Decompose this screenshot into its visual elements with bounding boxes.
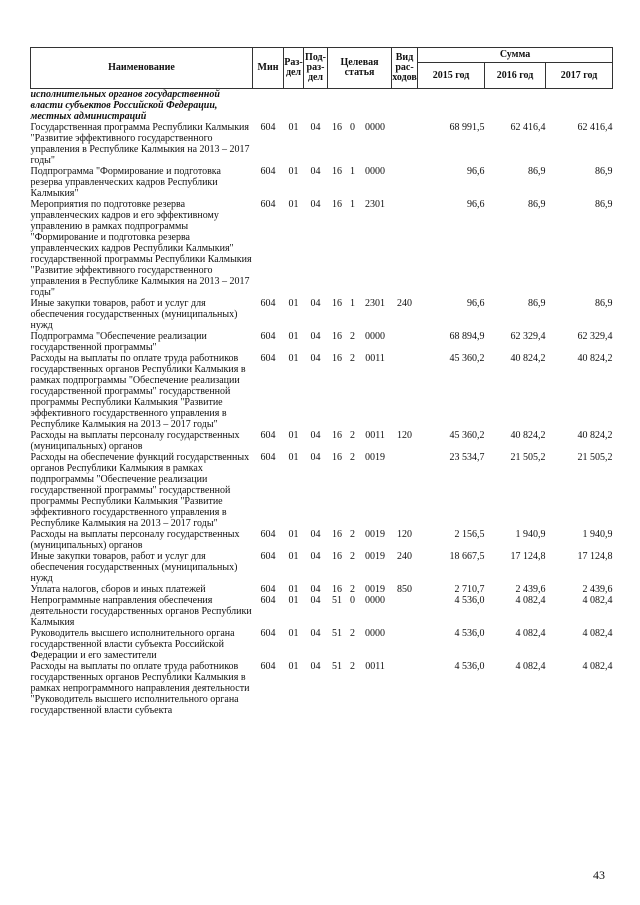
row-target-program: 16 — [332, 166, 342, 177]
row-podrazdel — [304, 89, 328, 123]
row-target-subprogram: 2 — [350, 331, 355, 342]
row-target-code: 2301 — [365, 199, 385, 210]
row-sum-2017: 4 082,4 — [582, 595, 613, 606]
row-sum-2015: 4 536,0 — [454, 595, 485, 606]
row-sum-2016: 40 824,2 — [510, 353, 546, 364]
row-min: 604 — [260, 331, 276, 342]
row-name: Подпрограмма "Обеспечение реализации государственной программы" — [30, 331, 207, 353]
row-razdel: 01 — [288, 199, 299, 210]
row-podrazdel: 04 — [310, 529, 321, 540]
row-sum-2015: 2 710,7 — [454, 584, 485, 595]
row-target-subprogram: 1 — [350, 199, 355, 210]
row-min: 604 — [260, 430, 276, 441]
table-body — [31, 89, 613, 717]
row-target-subprogram: 2 — [350, 661, 355, 672]
row-min: 604 — [260, 298, 276, 309]
row-target-subprogram: 2 — [350, 551, 355, 562]
row-target-code: 0000 — [365, 122, 385, 133]
row-min: 604 — [260, 661, 276, 672]
row-target-code: 0000 — [365, 628, 385, 639]
row-sum-2016: 4 082,4 — [515, 661, 546, 672]
row-expense-type: 120 — [397, 529, 413, 540]
row-target-program: 16 — [332, 122, 342, 133]
row-sum-2016: 4 082,4 — [515, 628, 546, 639]
row-sum-2016: 21 505,2 — [510, 452, 546, 463]
row-razdel: 01 — [288, 595, 299, 606]
row-name: Мероприятия по подготовке резерва управленческих кадров и его эффективному управлению в рамках подпрограммы "Формирование и подготовка резерва управленческих кадров Республики Калмыкия" государственной программы Республики Калмыкия "Развитие эффективного государственного управления в Республике Калмыкия на 2013 – 2017 годы" — [30, 199, 252, 298]
row-expense-type: 850 — [397, 584, 413, 595]
row-podrazdel: 04 — [310, 595, 321, 606]
row-sum-2015: 96,6 — [467, 199, 485, 210]
row-target-code: 0000 — [365, 166, 385, 177]
row-target-program — [328, 89, 347, 123]
header-target-article: Целевая статья — [328, 48, 392, 89]
table-row — [31, 298, 613, 331]
row-min: 604 — [260, 452, 276, 463]
row-sum-2015: 2 156,5 — [454, 529, 485, 540]
row-sum-2017: 4 082,4 — [582, 661, 613, 672]
row-expense-type: 240 — [397, 298, 413, 309]
row-target-program: 51 — [332, 595, 342, 606]
header-min: Мин — [253, 48, 284, 89]
row-name: Руководитель высшего исполнительного органа государственной власти субъекта Российской Федерации и его заместители — [30, 628, 235, 661]
row-min: 604 — [260, 353, 276, 364]
row-target-subprogram — [347, 89, 359, 123]
row-expense-type — [392, 595, 418, 628]
row-min — [253, 89, 284, 123]
row-sum-2016: 40 824,2 — [510, 430, 546, 441]
row-podrazdel: 04 — [310, 584, 321, 595]
table-row — [31, 199, 613, 298]
row-razdel: 01 — [288, 166, 299, 177]
row-sum-2016: 2 439,6 — [515, 584, 546, 595]
row-target-subprogram: 2 — [350, 353, 355, 364]
row-target-code: 2301 — [365, 298, 385, 309]
row-podrazdel: 04 — [310, 199, 321, 210]
row-target-program: 16 — [332, 452, 342, 463]
header-year-2016: 2016 год — [485, 63, 546, 89]
row-podrazdel: 04 — [310, 331, 321, 342]
row-min: 604 — [260, 584, 276, 595]
row-target-program: 51 — [332, 628, 342, 639]
row-target-subprogram: 2 — [350, 628, 355, 639]
row-sum-2016: 4 082,4 — [515, 595, 546, 606]
row-podrazdel: 04 — [310, 551, 321, 562]
header-name: Наименование — [31, 48, 253, 89]
row-name: Расходы на выплаты по оплате труда работников государственных органов Республики Калмыкия в рамках подпрограммы "Обеспечение реализации государственной программы" государственной программы Республики Калмыкия "Развитие эффективного государственного управления в Республике Калмыкия на 2013 – 2017 годы" — [30, 353, 246, 430]
row-expense-type: 240 — [397, 551, 413, 562]
table-row — [31, 122, 613, 166]
table-row — [31, 584, 613, 595]
table-row — [31, 452, 613, 529]
row-target-program: 16 — [332, 331, 342, 342]
row-target-subprogram: 2 — [350, 529, 355, 540]
row-sum-2017: 40 824,2 — [577, 430, 613, 441]
row-expense-type — [392, 452, 418, 529]
row-razdel — [284, 89, 304, 123]
row-sum-2017: 62 329,4 — [577, 331, 613, 342]
row-target-subprogram: 0 — [350, 595, 355, 606]
row-name: Расходы на обеспечение функций государственных органов Республики Калмыкия в рамках подпрограммы "Обеспечение реализации государственной программы" государственной программы Республики Калмыкия "Развитие эффективного государственного управления в Республике Калмыкия на 2013 – 2017 годы" — [30, 452, 250, 529]
row-target-code: 0019 — [365, 529, 385, 540]
row-razdel: 01 — [288, 628, 299, 639]
page-number: 43 — [593, 868, 605, 882]
table-row — [31, 353, 613, 430]
row-sum-2017: 2 439,6 — [582, 584, 613, 595]
row-target-code: 0019 — [365, 551, 385, 562]
row-target-program: 51 — [332, 661, 342, 672]
row-podrazdel: 04 — [310, 430, 321, 441]
row-target-code: 0011 — [365, 430, 385, 441]
row-razdel: 01 — [288, 551, 299, 562]
row-sum-2015: 68 991,5 — [449, 122, 485, 133]
row-name: Подпрограмма "Формирование и подготовка резерва управленческих кадров Республики Калмыкия" — [30, 166, 221, 199]
row-expense-type — [392, 199, 418, 298]
table-row — [31, 166, 613, 199]
row-razdel: 01 — [288, 452, 299, 463]
row-sum-2015: 96,6 — [467, 166, 485, 177]
row-podrazdel: 04 — [310, 353, 321, 364]
row-expense-type — [392, 661, 418, 716]
row-sum-2015: 45 360,2 — [449, 353, 485, 364]
row-sum-2016: 1 940,9 — [515, 529, 546, 540]
table-row — [31, 628, 613, 661]
row-sum-2016: 86,9 — [528, 166, 546, 177]
row-min: 604 — [260, 529, 276, 540]
row-sum-2017: 1 940,9 — [582, 529, 613, 540]
row-target-program: 16 — [332, 298, 342, 309]
row-target-subprogram: 1 — [350, 166, 355, 177]
table-header — [31, 48, 613, 89]
table-row — [31, 331, 613, 353]
row-target-program: 16 — [332, 353, 342, 364]
row-target-code: 0019 — [365, 584, 385, 595]
row-expense-type — [392, 166, 418, 199]
row-name: Уплата налогов, сборов и иных платежей — [30, 584, 206, 595]
row-sum-2015: 18 667,5 — [449, 551, 485, 562]
row-target-code — [359, 89, 392, 123]
row-name: исполнительных органов государственной власти субъектов Российской Федерации, местных администраций — [30, 89, 220, 122]
row-razdel: 01 — [288, 331, 299, 342]
row-expense-type — [392, 331, 418, 353]
row-target-code: 0000 — [365, 595, 385, 606]
row-name: Иные закупки товаров, работ и услуг для обеспечения государственных (муниципальных) нужд — [30, 298, 238, 331]
table-row — [31, 89, 613, 123]
row-sum-2016 — [485, 89, 546, 123]
row-sum-2015: 4 536,0 — [454, 628, 485, 639]
row-sum-2017: 4 082,4 — [582, 628, 613, 639]
row-sum-2016: 17 124,8 — [510, 551, 546, 562]
row-podrazdel: 04 — [310, 298, 321, 309]
row-sum-2017: 21 505,2 — [577, 452, 613, 463]
row-target-subprogram: 2 — [350, 452, 355, 463]
row-sum-2015: 68 894,9 — [449, 331, 485, 342]
header-sum: Сумма — [418, 48, 613, 63]
row-expense-type — [392, 122, 418, 166]
row-podrazdel: 04 — [310, 122, 321, 133]
row-sum-2016: 62 329,4 — [510, 331, 546, 342]
row-target-subprogram: 2 — [350, 430, 355, 441]
row-min: 604 — [260, 199, 276, 210]
table-row — [31, 529, 613, 551]
table-row — [31, 430, 613, 452]
table-row — [31, 595, 613, 628]
table-row — [31, 661, 613, 716]
row-name: Непрограммные направления обеспечения деятельности государственных органов Республики Калмыкия — [30, 595, 252, 628]
row-sum-2017: 17 124,8 — [577, 551, 613, 562]
row-razdel: 01 — [288, 122, 299, 133]
table-row — [31, 551, 613, 584]
row-target-program: 16 — [332, 529, 342, 540]
row-target-program: 16 — [332, 584, 342, 595]
row-min: 604 — [260, 595, 276, 606]
row-sum-2017: 86,9 — [595, 298, 613, 309]
row-sum-2017: 86,9 — [595, 166, 613, 177]
row-podrazdel: 04 — [310, 166, 321, 177]
row-target-program: 16 — [332, 199, 342, 210]
row-sum-2015: 96,6 — [467, 298, 485, 309]
row-sum-2017: 86,9 — [595, 199, 613, 210]
row-razdel: 01 — [288, 298, 299, 309]
row-razdel: 01 — [288, 584, 299, 595]
row-sum-2015: 45 360,2 — [449, 430, 485, 441]
row-sum-2017 — [546, 89, 613, 123]
row-min: 604 — [260, 122, 276, 133]
row-target-subprogram: 2 — [350, 584, 355, 595]
row-sum-2017: 40 824,2 — [577, 353, 613, 364]
row-sum-2017: 62 416,4 — [577, 122, 613, 133]
row-name: Государственная программа Республики Калмыкия "Развитие эффективного государственного управления в Республике Калмыкия на 2013 – 2017 годы" — [30, 122, 250, 166]
row-target-program: 16 — [332, 430, 342, 441]
row-sum-2015 — [418, 89, 485, 123]
row-sum-2015: 23 534,7 — [449, 452, 485, 463]
row-target-subprogram: 1 — [350, 298, 355, 309]
row-razdel: 01 — [288, 430, 299, 441]
row-sum-2016: 86,9 — [528, 199, 546, 210]
row-target-code: 0011 — [365, 661, 385, 672]
row-name: Расходы на выплаты персоналу государственных (муниципальных) органов — [30, 529, 240, 551]
header-podrazdel: Под-раз-дел — [304, 48, 328, 89]
row-sum-2016: 86,9 — [528, 298, 546, 309]
header-year-2017: 2017 год — [546, 63, 613, 89]
header-expense-type: Вид рас-ходов — [392, 48, 418, 89]
row-razdel: 01 — [288, 353, 299, 364]
row-podrazdel: 04 — [310, 661, 321, 672]
row-razdel: 01 — [288, 529, 299, 540]
row-podrazdel: 04 — [310, 628, 321, 639]
row-target-code: 0000 — [365, 331, 385, 342]
budget-table — [30, 47, 613, 716]
row-sum-2015: 4 536,0 — [454, 661, 485, 672]
row-target-program: 16 — [332, 551, 342, 562]
row-min: 604 — [260, 166, 276, 177]
row-name: Иные закупки товаров, работ и услуг для обеспечения государственных (муниципальных) нужд — [30, 551, 238, 584]
row-expense-type — [392, 353, 418, 430]
row-expense-type — [392, 628, 418, 661]
row-name: Расходы на выплаты по оплате труда работников государственных органов Республики Калмыкия в рамках непрограммного направления деятельности "Руководитель высшего исполнительного органа государственной власти субъекта — [30, 661, 250, 716]
row-min: 604 — [260, 551, 276, 562]
row-min: 604 — [260, 628, 276, 639]
row-target-code: 0011 — [365, 353, 385, 364]
header-year-2015: 2015 год — [418, 63, 485, 89]
row-target-code: 0019 — [365, 452, 385, 463]
row-target-subprogram: 0 — [350, 122, 355, 133]
row-razdel: 01 — [288, 661, 299, 672]
row-sum-2016: 62 416,4 — [510, 122, 546, 133]
row-name: Расходы на выплаты персоналу государственных (муниципальных) органов — [30, 430, 240, 452]
row-expense-type: 120 — [397, 430, 413, 441]
header-razdel: Раз-дел — [284, 48, 304, 89]
row-expense-type — [392, 89, 418, 123]
row-podrazdel: 04 — [310, 452, 321, 463]
